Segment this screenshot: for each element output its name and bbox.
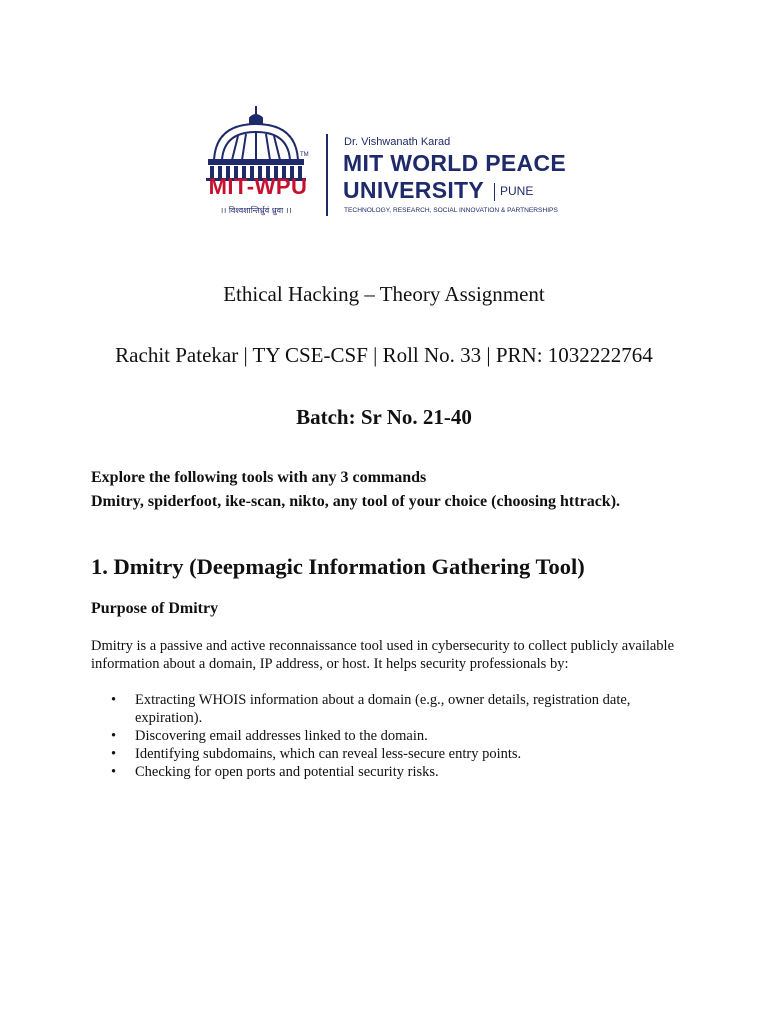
- bullet-icon: •: [111, 728, 117, 744]
- logo-tagline: TECHNOLOGY, RESEARCH, SOCIAL INNOVATION & PARTNERSHIPS: [344, 207, 558, 214]
- logo-divider: [326, 134, 328, 216]
- batch-line: Batch: Sr No. 21-40: [296, 405, 472, 429]
- subsection-heading: Purpose of Dmitry: [91, 600, 219, 617]
- logo-name-line2: UNIVERSITY: [343, 177, 485, 203]
- student-details: Rachit Patekar | TY CSE-CSF | Roll No. 33 | PRN: 1032222764: [115, 343, 653, 367]
- logo-short-name: MIT-WPU: [208, 174, 308, 199]
- instruction-line-1: Explore the following tools with any 3 commands: [91, 469, 427, 486]
- logo-city: PUNE: [500, 184, 534, 198]
- dome-emblem-icon: [200, 104, 312, 182]
- purpose-bullet-list: [91, 691, 691, 781]
- logo-city-separator: [494, 183, 495, 201]
- logo-name-line1: MIT WORLD PEACE: [343, 150, 566, 176]
- assignment-instructions: [91, 466, 620, 514]
- bullet-icon: •: [111, 692, 117, 708]
- document-title: Ethical Hacking – Theory Assignment: [223, 282, 545, 306]
- bullet-icon: •: [111, 746, 117, 762]
- bullet-icon: •: [111, 764, 117, 780]
- logo-motto: ।। विश्वशान्तिर्ध्रुवं ध्रुवा ।।: [220, 206, 292, 215]
- list-item: • Extracting WHOIS information about a domain (e.g., owner details, registration date, expiration).: [111, 692, 631, 726]
- list-item: • Discovering email addresses linked to the domain.: [111, 728, 428, 744]
- university-logo: [196, 104, 576, 224]
- trademark-mark: TM: [300, 152, 309, 158]
- list-item: • Identifying subdomains, which can reveal less-secure entry points.: [111, 746, 522, 762]
- list-item: • Checking for open ports and potential security risks.: [111, 764, 439, 780]
- purpose-paragraph: Dmitry is a passive and active reconnaissance tool used in cybersecurity to collect publicly available information about a domain, IP address, or host. It helps security professionals by:: [91, 638, 675, 672]
- logo-founder-name: Dr. Vishwanath Karad: [344, 136, 451, 148]
- instruction-line-2: Dmitry, spiderfoot, ike-scan, nikto, any tool of your choice (choosing httrack).: [91, 493, 621, 510]
- section-heading: 1. Dmitry (Deepmagic Information Gathering Tool): [91, 554, 585, 579]
